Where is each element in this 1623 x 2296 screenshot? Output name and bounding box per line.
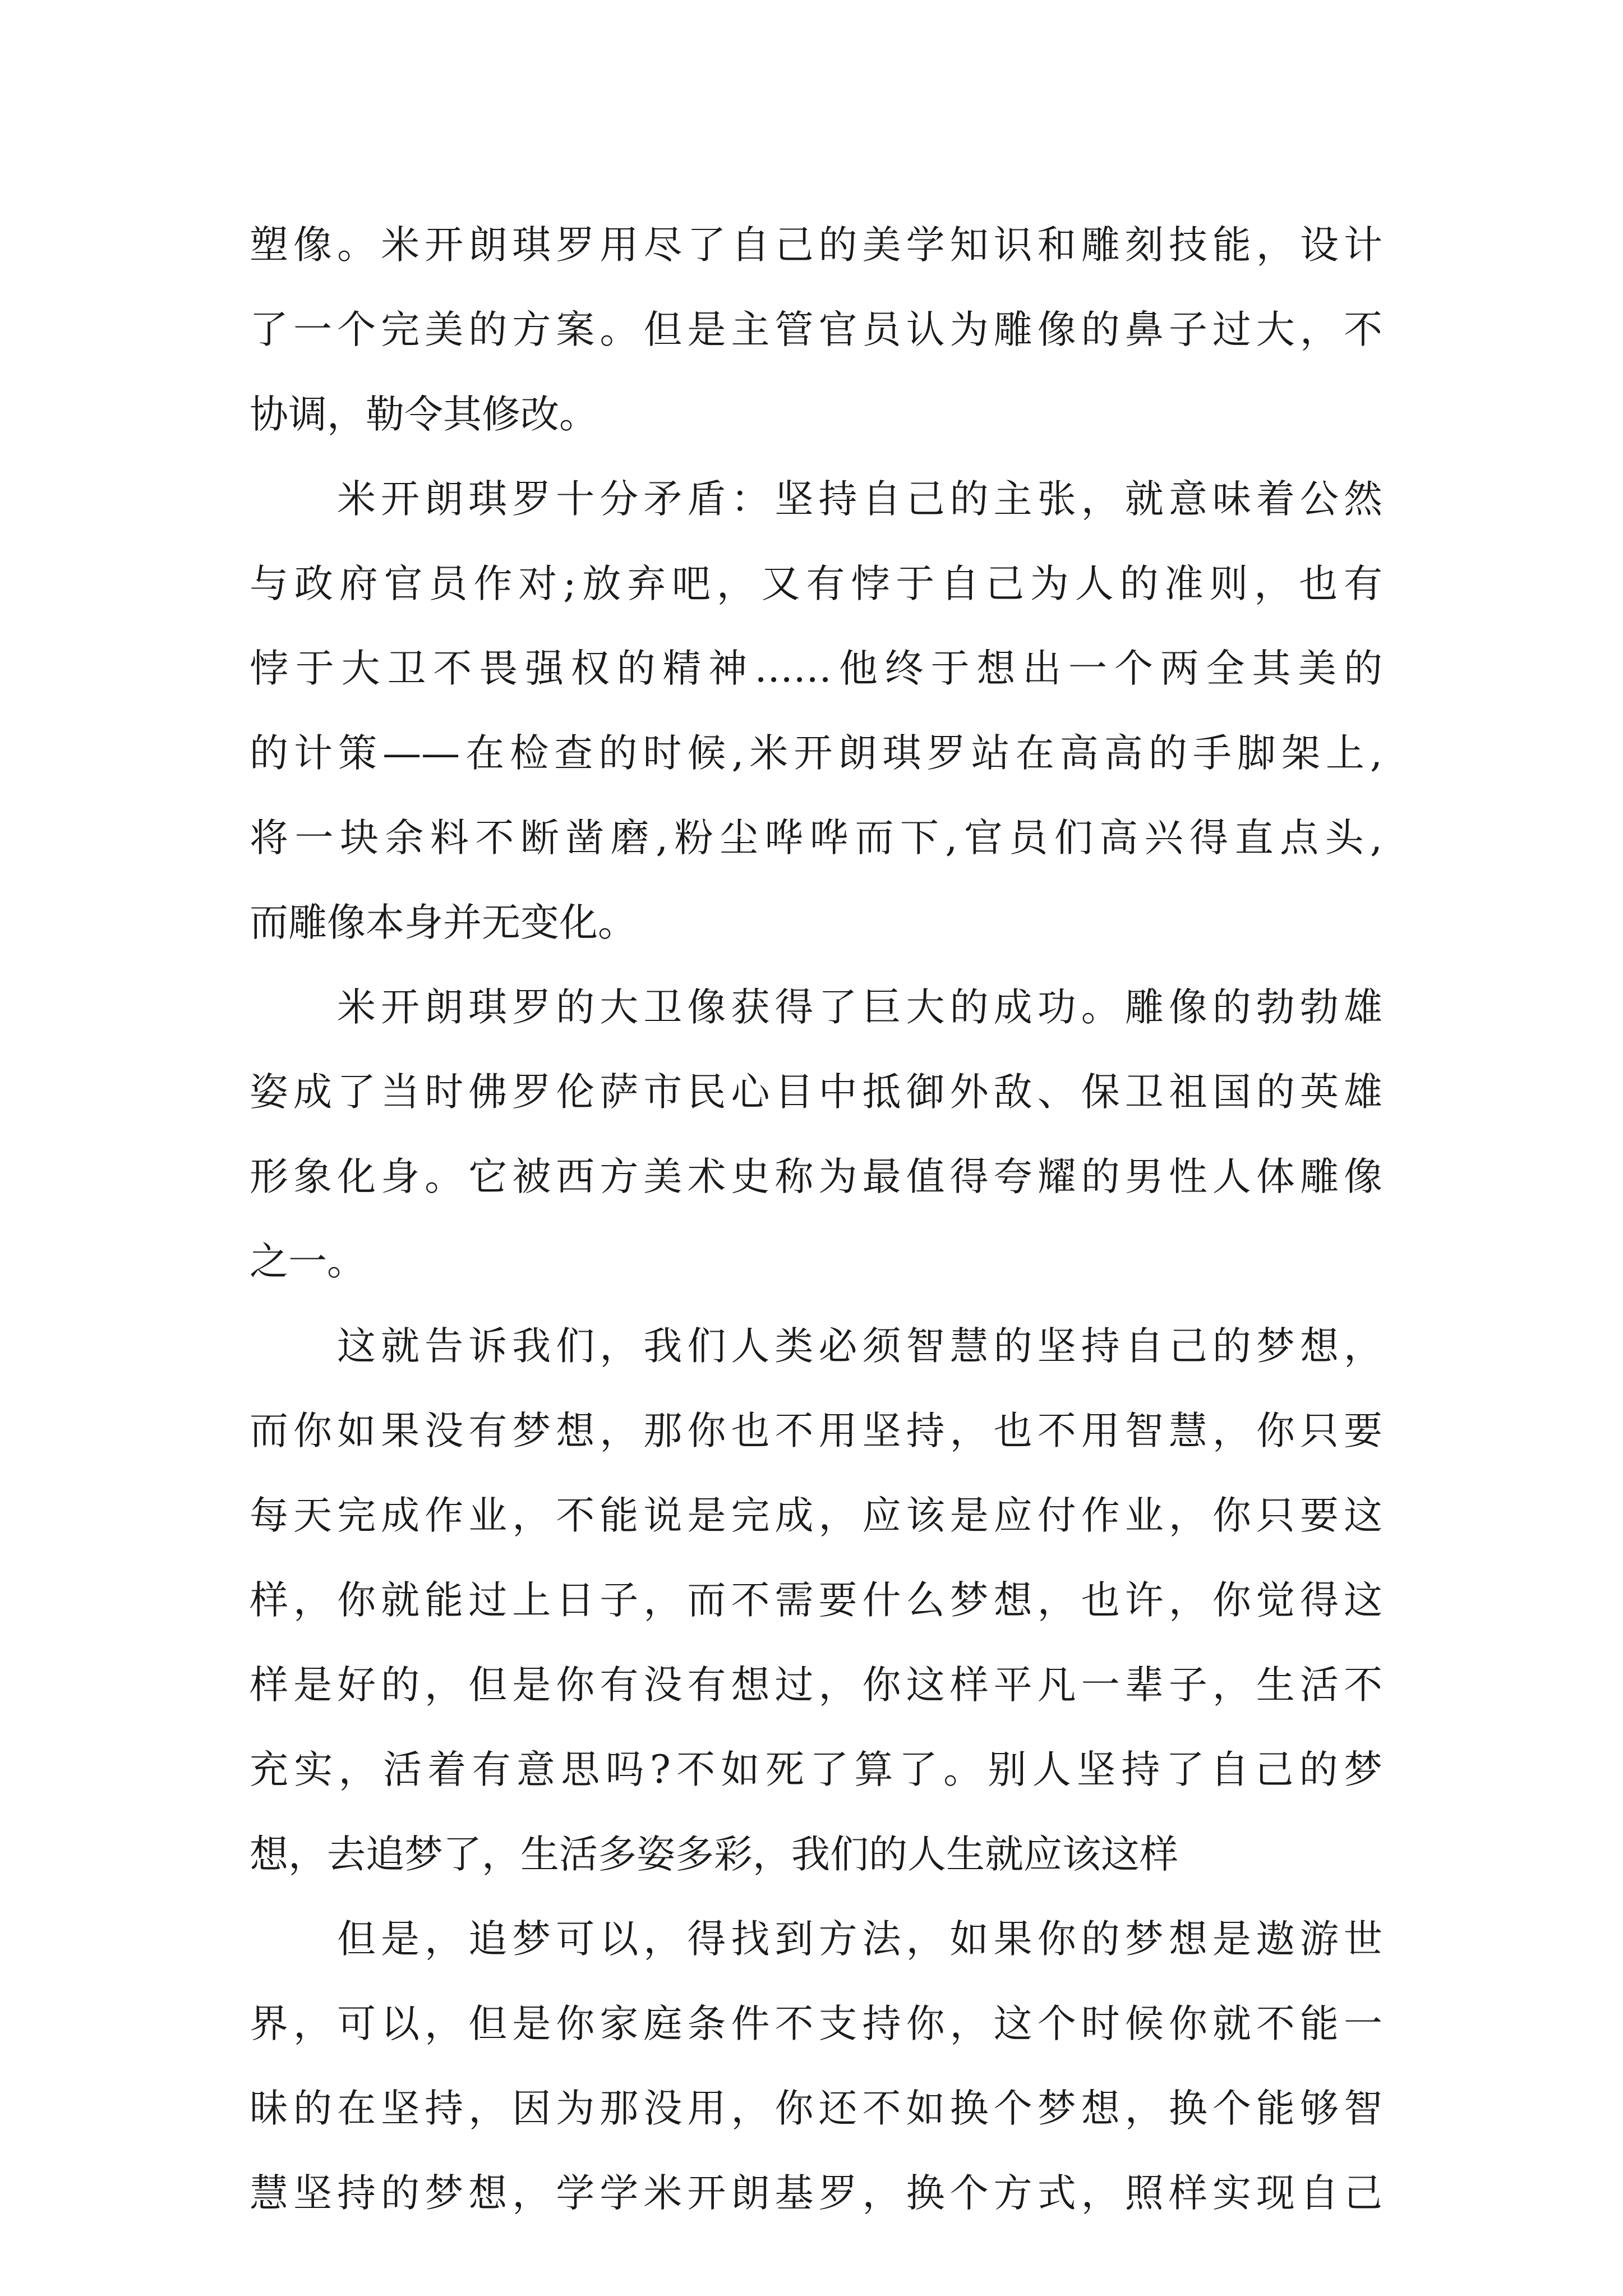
text-line: 昧的在坚持，因为那没用，你还不如换个梦想，换个能够智 [250, 2086, 1382, 2131]
text-line: 塑像。米开朗琪罗用尽了自己的美学知识和雕刻技能，设计 [250, 223, 1382, 268]
paragraph-start-line: 但是，追梦可以，得找到方法，如果你的梦想是遨游世 [337, 1917, 1382, 1962]
text-line: 充实，活着有意思吗?不如死了算了。别人坚持了自己的梦 [250, 1747, 1382, 1792]
text-line: 将一块余料不断凿磨,粉尘哗哗而下,官员们高兴得直点头, [250, 816, 1382, 861]
text-line: 每天完成作业，不能说是完成，应该是应付作业，你只要这 [250, 1493, 1382, 1538]
paragraph-start-line: 米开朗琪罗的大卫像获得了巨大的成功。雕像的勃勃雄 [337, 985, 1382, 1030]
text-line: 与政府官员作对;放弃吧，又有悖于自己为人的准则，也有 [250, 562, 1382, 606]
text-line: 的计策——在检查的时候,米开朗琪罗站在高高的手脚架上, [250, 731, 1382, 776]
text-line: 而雕像本身并无变化。 [250, 900, 637, 945]
paragraph-start-line: 这就告诉我们，我们人类必须智慧的坚持自己的梦想， [337, 1324, 1382, 1369]
text-line: 样，你就能过上日子，而不需要什么梦想，也许，你觉得这 [250, 1578, 1382, 1623]
text-line: 界，可以，但是你家庭条件不支持你，这个时候你就不能一 [250, 2001, 1382, 2046]
text-line: 悖于大卫不畏强权的精神……他终于想出一个两全其美的 [250, 646, 1382, 691]
paragraph-start-line: 米开朗琪罗十分矛盾：坚持自己的主张，就意味着公然 [337, 477, 1382, 522]
text-line: 之一。 [250, 1239, 366, 1284]
body-text [250, 203, 1382, 2236]
text-line: 而你如果没有梦想，那你也不用坚持，也不用智慧，你只要 [250, 1409, 1382, 1453]
text-line: 慧坚持的梦想，学学米开朗基罗，换个方式，照样实现自己 [250, 2171, 1382, 2216]
text-line: 形象化身。它被西方美术史称为最值得夸耀的男性人体雕像 [250, 1154, 1382, 1199]
text-line: 样是好的，但是你有没有想过，你这样平凡一辈子，生活不 [250, 1663, 1382, 1708]
text-line: 了一个完美的方案。但是主管官员认为雕像的鼻子过大，不 [250, 307, 1382, 352]
text-line: 想，去追梦了，生活多姿多彩，我们的人生就应该这样 [250, 1832, 1178, 1877]
text-line: 姿成了当时佛罗伦萨市民心目中抵御外敌、保卫祖国的英雄 [250, 1070, 1382, 1115]
text-line: 协调，勒令其修改。 [250, 392, 598, 437]
